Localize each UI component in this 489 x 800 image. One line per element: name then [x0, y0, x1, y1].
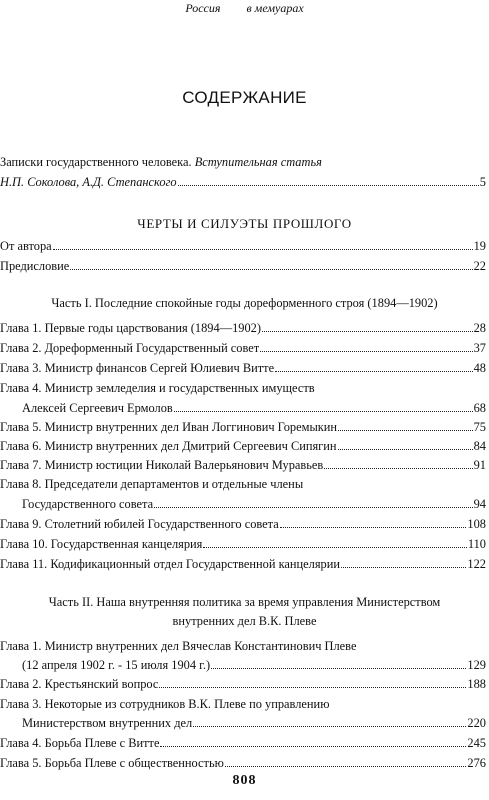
toc-entry-label: Глава 5. Министр внутренних дел Иван Логгинович Горемыкин: [0, 420, 338, 434]
intro-line-1: [0, 154, 489, 170]
toc-entry-p1-ch8-line1: Глава 8. Председатели департаментов и отдельные члены: [0, 477, 304, 491]
running-head-left: Россия: [185, 1, 221, 15]
toc-entry-label: Глава 9. Столетний юбилей Государственного совета: [0, 517, 279, 531]
toc-entry-label: Министерством внутренних дел: [22, 716, 193, 730]
leader-dots: [178, 174, 479, 186]
leader-dots: [324, 457, 472, 469]
leader-dots: [341, 556, 466, 568]
toc-entry-page: 245: [467, 736, 486, 750]
toc-entry-p1-ch11[interactable]: [0, 556, 486, 572]
toc-entry-page: 220: [467, 716, 486, 730]
page-title: СОДЕРЖАНИЕ: [182, 88, 307, 107]
toc-entry-page: 108: [467, 517, 486, 531]
toc-entry-preface[interactable]: [0, 258, 486, 274]
toc-entry-intro[interactable]: [0, 174, 486, 190]
toc-entry-page: 68: [473, 401, 486, 415]
toc-entry-page: 129: [467, 658, 486, 672]
toc-entry-label: Глава 4. Борьба Плеве с Витте: [0, 736, 160, 750]
toc-entry-p2-ch3-line1: Глава 3. Некоторые из сотрудников В.К. Плеве по управлению: [0, 697, 330, 711]
toc-entry-p1-ch4[interactable]: [22, 400, 486, 416]
toc-entry-label: Глава 3. Министр финансов Сергей Юлиевич Витте: [0, 361, 275, 375]
toc-entry-page: 188: [467, 677, 486, 691]
toc-entry-p1-ch9[interactable]: [0, 516, 486, 532]
intro-text: Записки государственного человека.: [0, 155, 195, 169]
toc-entry-label: Глава 2. Дореформенный Государственный совет: [0, 341, 260, 355]
toc-entry-p2-ch5[interactable]: [0, 755, 486, 771]
toc-entry-p1-ch7[interactable]: [0, 457, 486, 473]
toc-entry-p2-ch3[interactable]: [22, 715, 486, 731]
leader-dots: [225, 755, 467, 767]
toc-entry-p1-ch2[interactable]: [0, 340, 486, 356]
toc-entry-p1-ch10[interactable]: [0, 536, 486, 552]
leader-dots: [275, 360, 473, 372]
toc-entry-page: 28: [473, 321, 486, 335]
toc-entry-page: 37: [473, 341, 486, 355]
leader-dots: [338, 419, 473, 431]
toc-entry-p2-ch4[interactable]: [0, 735, 486, 751]
leader-dots: [53, 238, 473, 250]
toc-entry-label: Глава 1. Первые годы царствования (1894—1902): [0, 321, 261, 335]
toc-entry-label: Глава 6. Министр внутренних дел Дмитрий Сергеевич Сипягин: [0, 439, 337, 453]
toc-entry-page: 122: [467, 557, 486, 571]
toc-entry-label: Глава 7. Министр юстиции Николай Валерьянович Муравьев: [0, 458, 324, 472]
toc-entry-label: Глава 11. Кодификационный отдел Государственной канцелярии: [0, 557, 341, 571]
toc-entry-label: Предисловие: [0, 259, 70, 273]
toc-entry-p1-ch6[interactable]: [0, 438, 486, 454]
toc-entry-from-author[interactable]: [0, 238, 486, 254]
toc-entry-p1-ch4-line1: Глава 4. Министр земледелия и государственных имуществ: [0, 381, 315, 395]
leader-dots: [159, 676, 466, 688]
leader-dots: [211, 657, 466, 669]
toc-entry-page: 5: [479, 175, 486, 189]
toc-entry-p1-ch8[interactable]: [22, 496, 486, 512]
leader-dots: [280, 516, 467, 528]
toc-entry-page: 48: [473, 361, 486, 375]
toc-entry-p2-ch1-line1: Глава 1. Министр внутренних дел Вячеслав Константинович Плеве: [0, 639, 357, 653]
toc-entry-page: 75: [473, 420, 486, 434]
leader-dots: [193, 715, 466, 727]
toc-entry-p2-ch2[interactable]: [0, 676, 486, 692]
leader-dots: [70, 258, 472, 270]
part1-title: Часть I. Последние спокойные годы дореформенного строя (1894—1902): [51, 296, 438, 310]
section-heading: ЧЕРТЫ И СИЛУЭТЫ ПРОШЛОГО: [137, 216, 352, 231]
toc-entry-page: 94: [473, 497, 486, 511]
toc-entry-label: Государственного совета: [22, 497, 154, 511]
page-number: 808: [232, 773, 257, 788]
toc-entry-label: Глава 5. Борьба Плеве с общественностью: [0, 756, 224, 770]
running-head: [0, 1, 489, 16]
toc-entry-label: (12 апреля 1902 г. - 15 июля 1904 г.): [22, 658, 211, 672]
toc-entry-p1-ch1[interactable]: [0, 320, 486, 336]
leader-dots: [154, 496, 473, 508]
toc-entry-label: Глава 2. Крестьянский вопрос: [0, 677, 159, 691]
leader-dots: [262, 320, 473, 332]
leader-dots: [160, 735, 466, 747]
toc-entry-p2-ch1[interactable]: [22, 657, 486, 673]
toc-entry-page: 91: [473, 458, 486, 472]
toc-entry-label: Н.П. Соколова, А.Д. Степанского: [0, 175, 177, 189]
toc-entry-label: От автора: [0, 239, 52, 253]
toc-entry-p1-ch3[interactable]: [0, 360, 486, 376]
intro-italic: Вступительная статья: [194, 155, 322, 169]
toc-entry-label: Глава 10. Государственная канцелярия: [0, 537, 203, 551]
part2-title-line2: внутренних дел В.К. Плеве: [172, 614, 317, 628]
leader-dots: [260, 340, 472, 352]
toc-entry-page: 276: [467, 756, 486, 770]
toc-entry-page: 22: [473, 259, 486, 273]
part2-title-line1: Часть II. Наша внутренняя политика за время управления Министерством: [48, 595, 441, 609]
leader-dots: [174, 400, 473, 412]
running-head-right: в мемуарах: [246, 1, 304, 15]
toc-entry-label: Алексей Сергеевич Ермолов: [22, 401, 173, 415]
leader-dots: [338, 438, 473, 450]
toc-entry-page: 110: [467, 537, 486, 551]
toc-entry-page: 19: [473, 239, 486, 253]
toc-entry-page: 84: [473, 439, 486, 453]
leader-dots: [203, 536, 466, 548]
toc-entry-p1-ch5[interactable]: [0, 419, 486, 435]
